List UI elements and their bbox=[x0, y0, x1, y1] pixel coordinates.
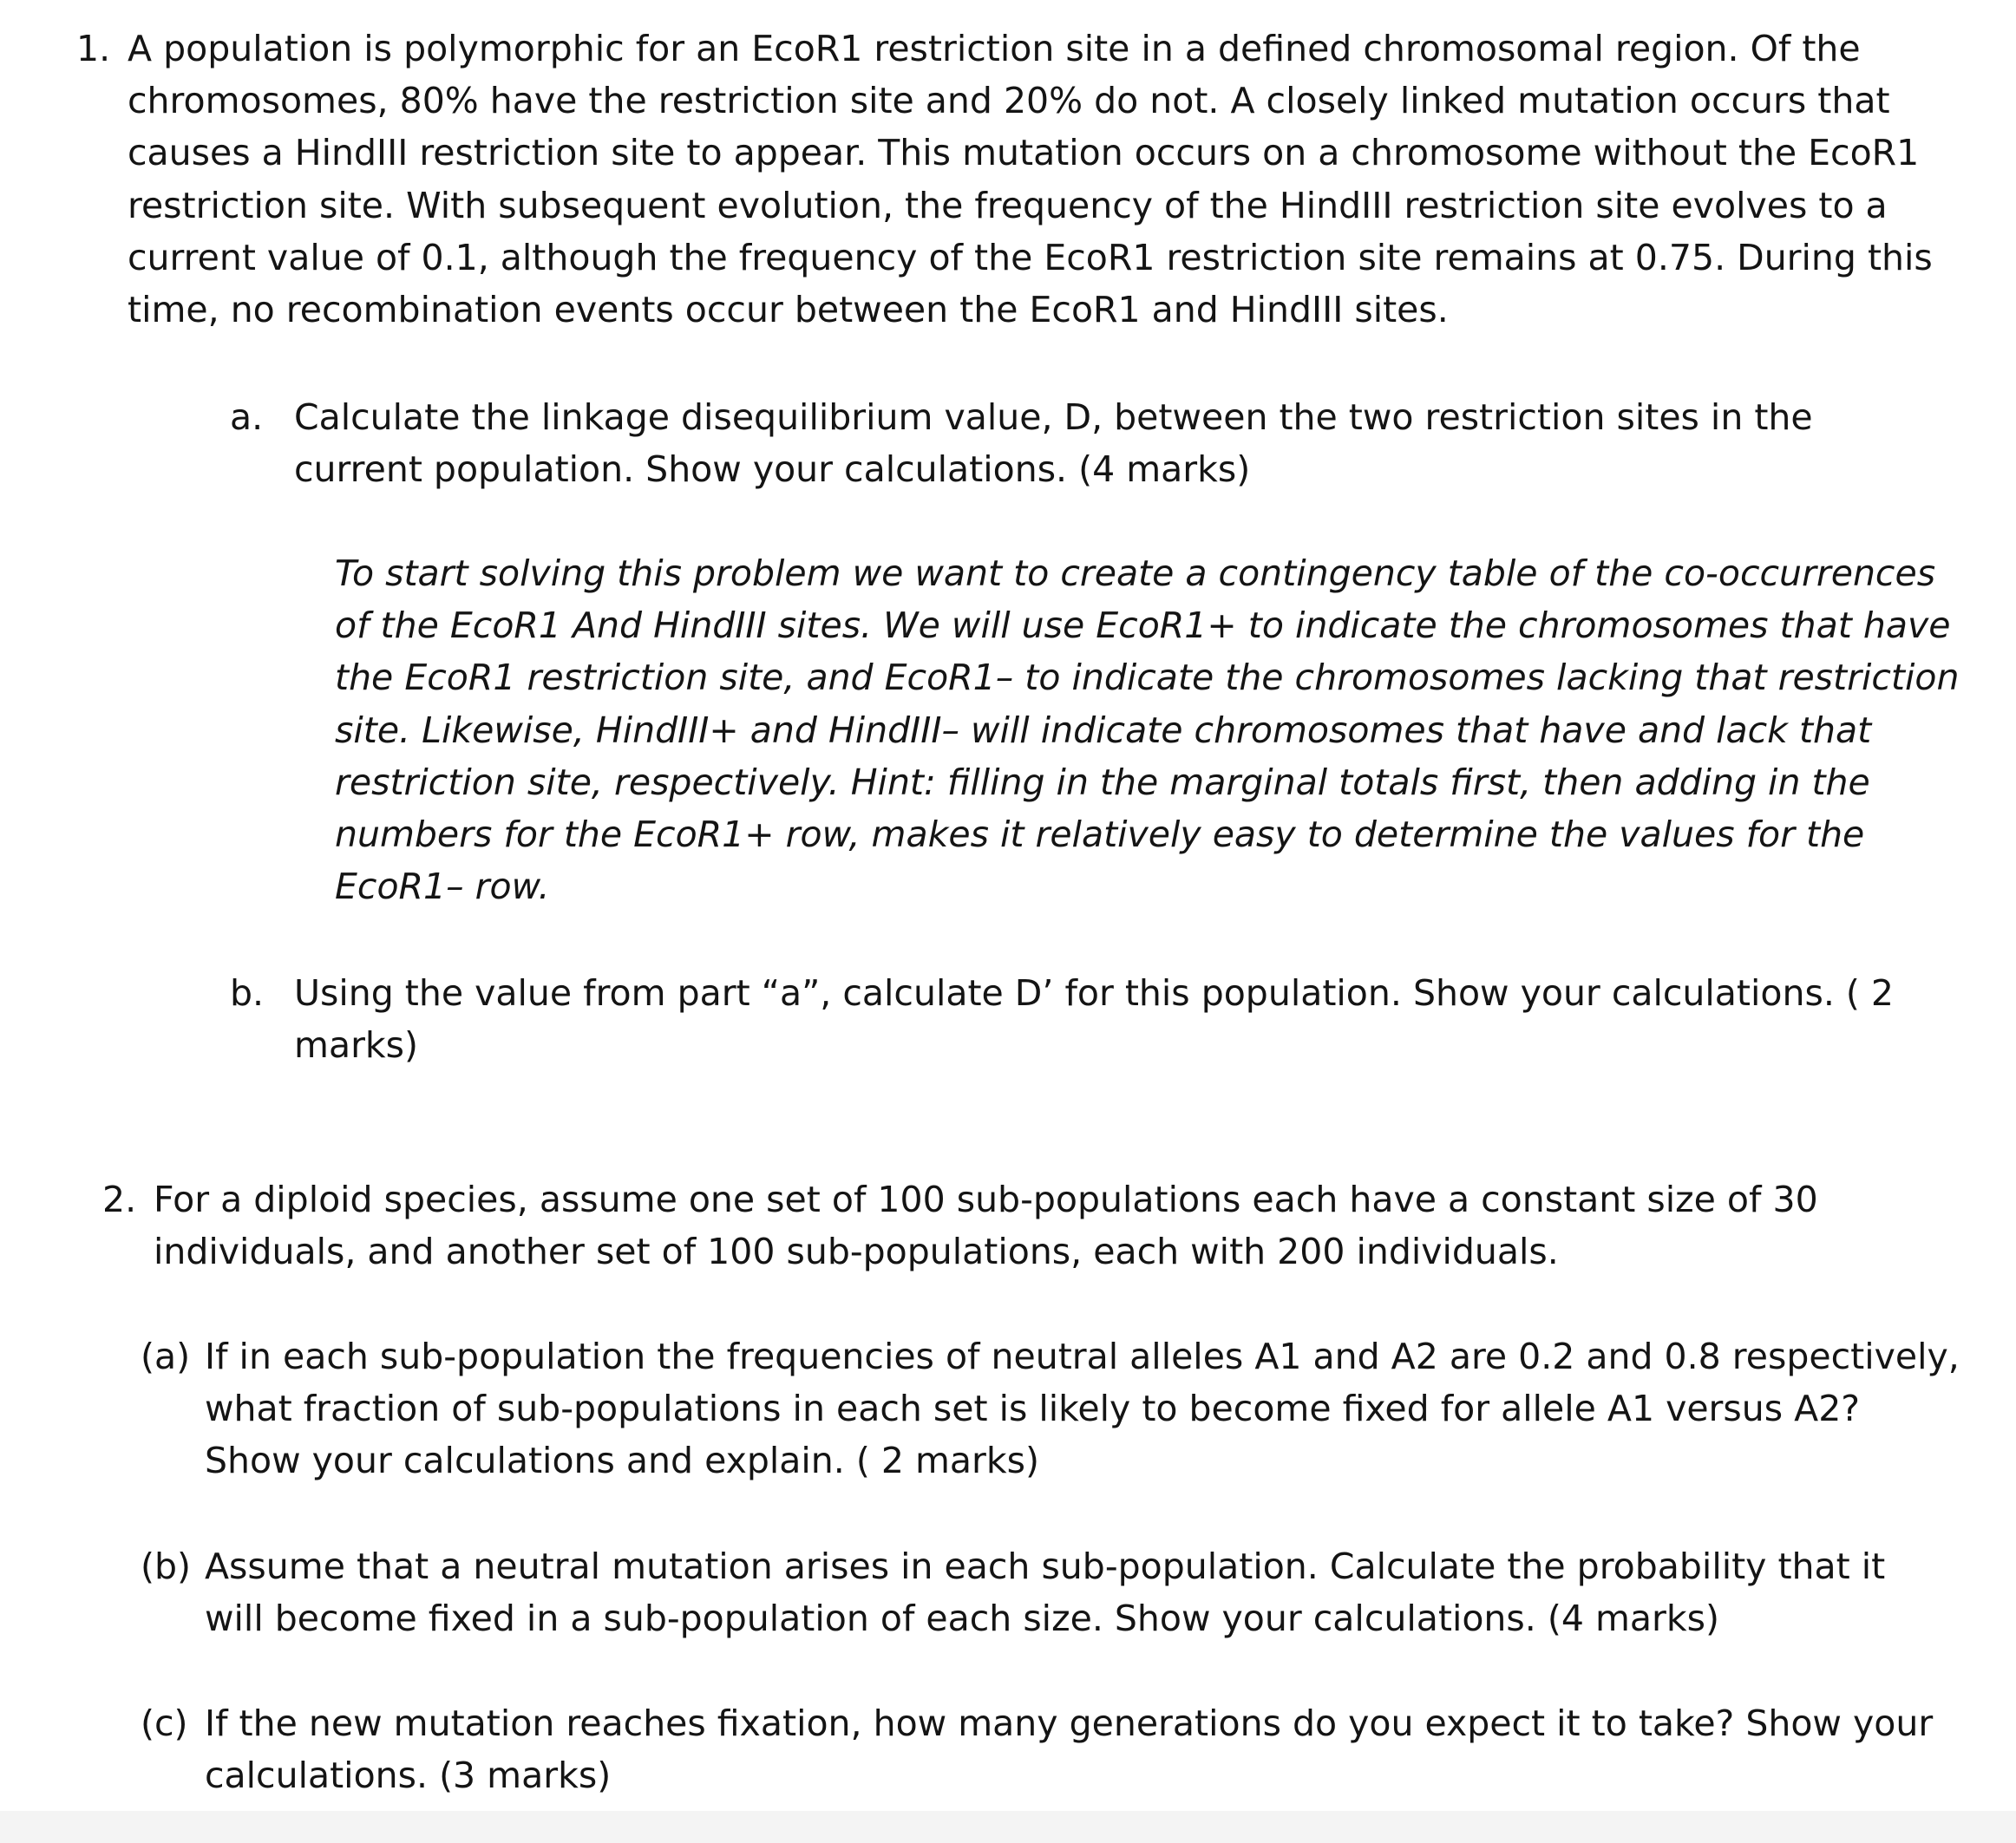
question-2-number: 2. bbox=[102, 1179, 137, 1220]
page-bottom-edge bbox=[0, 1811, 2016, 1843]
text-line: Show your calculations and explain. ( 2 marks) bbox=[205, 1440, 1039, 1482]
text-line: time, no recombination events occur between the EcoR1 and HindIII sites. bbox=[128, 289, 1449, 331]
question-2c-text bbox=[205, 1697, 1933, 1801]
text-line: For a diploid species, assume one set of 100 sub-populations each have a constant size of 30 bbox=[154, 1179, 1818, 1220]
text-line: individuals, and another set of 100 sub-populations, each with 200 individuals. bbox=[154, 1231, 1559, 1273]
text-line: current population. Show your calculations. (4 marks) bbox=[294, 448, 1251, 491]
text-line: chromosomes, 80% have the restriction site and 20% do not. A closely linked mutation occurs that bbox=[128, 80, 1890, 122]
question-1a-hint bbox=[335, 547, 1959, 912]
text-line: causes a HindIII restriction site to appear. This mutation occurs on a chromosome without the EcoR1 bbox=[128, 132, 1920, 174]
text-line: Calculate the linkage disequilibrium value, D, between the two restriction sites in the bbox=[294, 396, 1813, 438]
question-1-text bbox=[128, 23, 1933, 336]
text-line: restriction site, respectively. Hint: filling in the marginal totals first, then adding in the bbox=[335, 761, 1870, 803]
text-line: Assume that a neutral mutation arises in each sub-population. Calculate the probability that it bbox=[205, 1546, 1886, 1587]
question-2a-label: (a) bbox=[141, 1336, 191, 1377]
question-1b-label: b. bbox=[230, 972, 265, 1014]
text-line: numbers for the EcoR1+ row, makes it relatively easy to determine the values for the bbox=[335, 814, 1865, 856]
text-line: site. Likewise, HindIII+ and HindIII– will indicate chromosomes that have and lack that bbox=[335, 709, 1872, 751]
question-2-text bbox=[154, 1173, 1818, 1278]
question-2b-text bbox=[205, 1540, 1885, 1644]
text-line: EcoR1– row. bbox=[335, 866, 550, 908]
question-2a-text bbox=[205, 1330, 1960, 1487]
text-line: To start solving this problem we want to create a contingency table of the co-occurrences bbox=[335, 552, 1936, 594]
text-line: will become fixed in a sub-population of each size. Show your calculations. (4 marks) bbox=[205, 1598, 1719, 1640]
text-line: of the EcoR1 And HindIII sites. We will use EcoR1+ to indicate the chromosomes that have bbox=[335, 605, 1951, 647]
question-1b-text bbox=[294, 967, 1894, 1071]
text-line: marks) bbox=[294, 1024, 419, 1067]
text-line: current value of 0.1, although the frequency of the EcoR1 restriction site remains at 0.75. During this bbox=[128, 236, 1933, 278]
text-line: A population is polymorphic for an EcoR1 restriction site in a defined chromosomal region. Of the bbox=[128, 28, 1861, 69]
question-1a-text bbox=[294, 391, 1813, 495]
text-line: restriction site. With subsequent evolution, the frequency of the HindIII restriction site evolves to a bbox=[128, 184, 1888, 226]
question-2b-label: (b) bbox=[141, 1546, 192, 1587]
question-1a-label: a. bbox=[230, 396, 264, 438]
text-line: If the new mutation reaches fixation, how many generations do you expect it to take? Show your bbox=[205, 1702, 1934, 1744]
text-line: Using the value from part “a”, calculate D’ for this population. Show your calculations. ( 2 bbox=[294, 972, 1894, 1014]
text-line: calculations. (3 marks) bbox=[205, 1755, 612, 1797]
question-2c-label: (c) bbox=[141, 1702, 188, 1744]
text-line: the EcoR1 restriction site, and EcoR1– to indicate the chromosomes lacking that restriction bbox=[335, 657, 1960, 699]
question-1-number: 1. bbox=[76, 28, 111, 69]
text-line: If in each sub-population the frequencies of neutral alleles A1 and A2 are 0.2 and 0.8 respectively, bbox=[205, 1336, 1960, 1377]
text-line: what fraction of sub-populations in each set is likely to become fixed for allele A1 versus A2? bbox=[205, 1388, 1861, 1430]
